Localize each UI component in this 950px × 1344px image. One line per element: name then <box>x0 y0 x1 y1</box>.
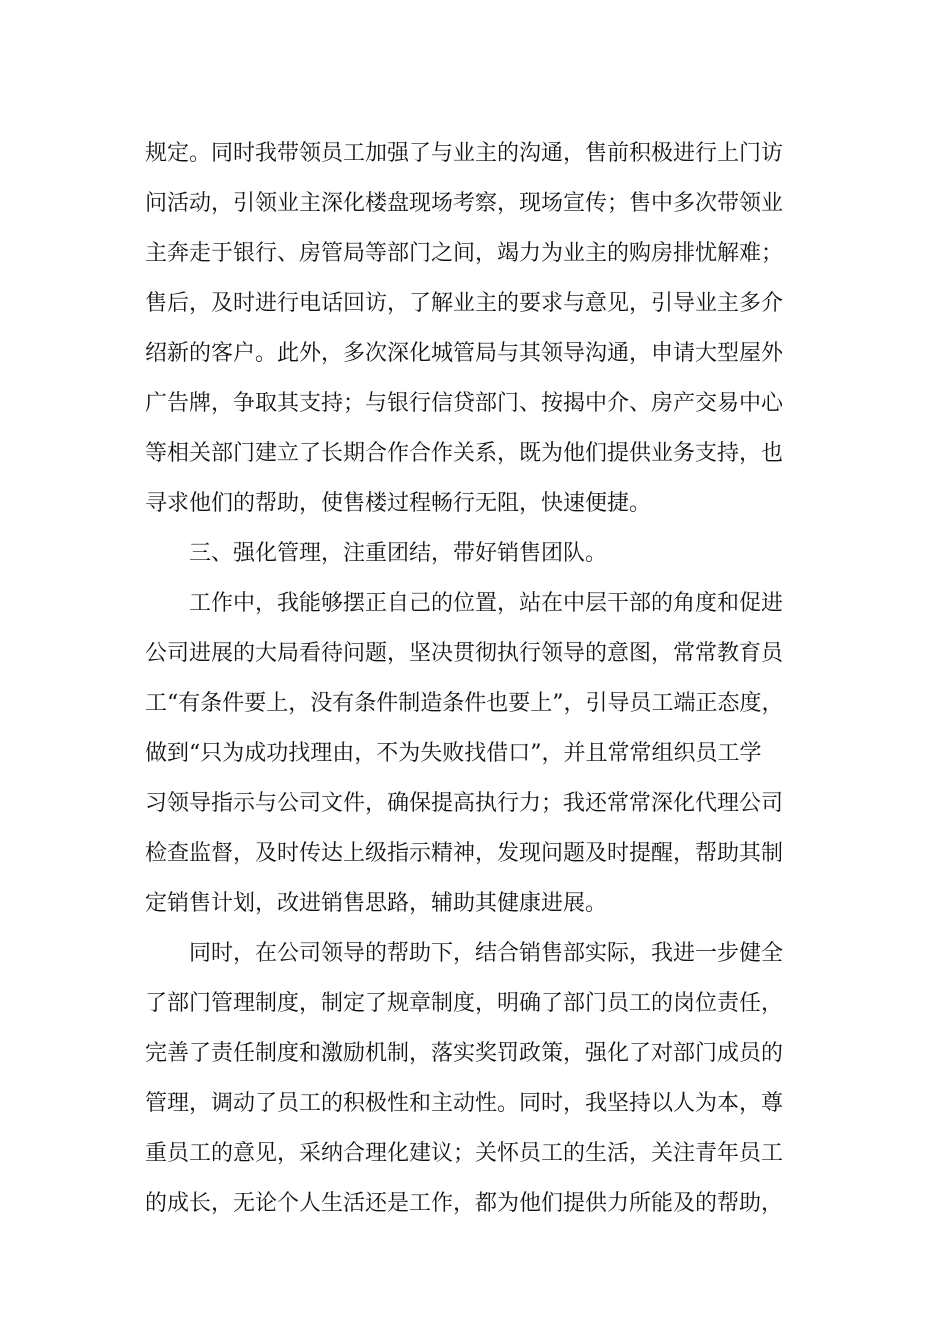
section-heading: 三、强化管理，注重团结，带好销售团队。 <box>189 541 608 566</box>
text-line: 工作中，我能够摆正自己的位置，站在中层干部的角度和促进 <box>189 591 784 616</box>
text-line: 等相关部门建立了长期合作合作关系，既为他们提供业务支持，也 <box>145 441 784 466</box>
text-line: 广告牌，争取其支持；与银行信贷部门、按揭中介、房产交易中心 <box>145 391 784 416</box>
text-line: 寻求他们的帮助，使售楼过程畅行无阻，快速便捷。 <box>145 491 652 516</box>
text-line: 绍新的客户。此外，多次深化城管局与其领导沟通，申请大型屋外 <box>145 341 784 366</box>
text-line: 同时，在公司领导的帮助下，结合销售部实际，我进一步健全 <box>189 941 784 966</box>
text-line: 售后，及时进行电话回访，了解业主的要求与意见，引导业主多介 <box>145 291 784 316</box>
text-line: 重员工的意见，采纳合理化建议；关怀员工的生活，关注青年员工 <box>145 1141 784 1166</box>
text-line: 工“有条件要上，没有条件制造条件也要上”，引导员工端正态度， <box>145 691 784 716</box>
text-line: 规定。同时我带领员工加强了与业主的沟通，售前积极进行上门访 <box>145 141 784 166</box>
text-line: 检查监督，及时传达上级指示精神，发现问题及时提醒，帮助其制 <box>145 841 784 866</box>
text-line: 做到“只为成功找理由，不为失败找借口”，并且常常组织员工学 <box>145 741 762 766</box>
text-line: 主奔走于银行、房管局等部门之间，竭力为业主的购房排忧解难； <box>145 241 784 266</box>
text-line: 定销售计划，改进销售思路，辅助其健康进展。 <box>145 891 608 916</box>
text-line: 完善了责任制度和激励机制，落实奖罚政策，强化了对部门成员的 <box>145 1041 784 1066</box>
text-line: 管理，调动了员工的积极性和主动性。同时，我坚持以人为本，尊 <box>145 1091 784 1116</box>
text-line: 习领导指示与公司文件，确保提高执行力；我还常常深化代理公司 <box>145 791 784 816</box>
text-line: 问活动，引领业主深化楼盘现场考察，现场宣传；售中多次带领业 <box>145 191 784 216</box>
text-line: 公司进展的大局看待问题，坚决贯彻执行领导的意图，常常教育员 <box>145 641 784 666</box>
text-line: 的成长，无论个人生活还是工作，都为他们提供力所能及的帮助， <box>145 1191 784 1216</box>
document-body <box>145 129 825 1229</box>
text-line: 了部门管理制度，制定了规章制度，明确了部门员工的岗位责任， <box>145 991 784 1016</box>
